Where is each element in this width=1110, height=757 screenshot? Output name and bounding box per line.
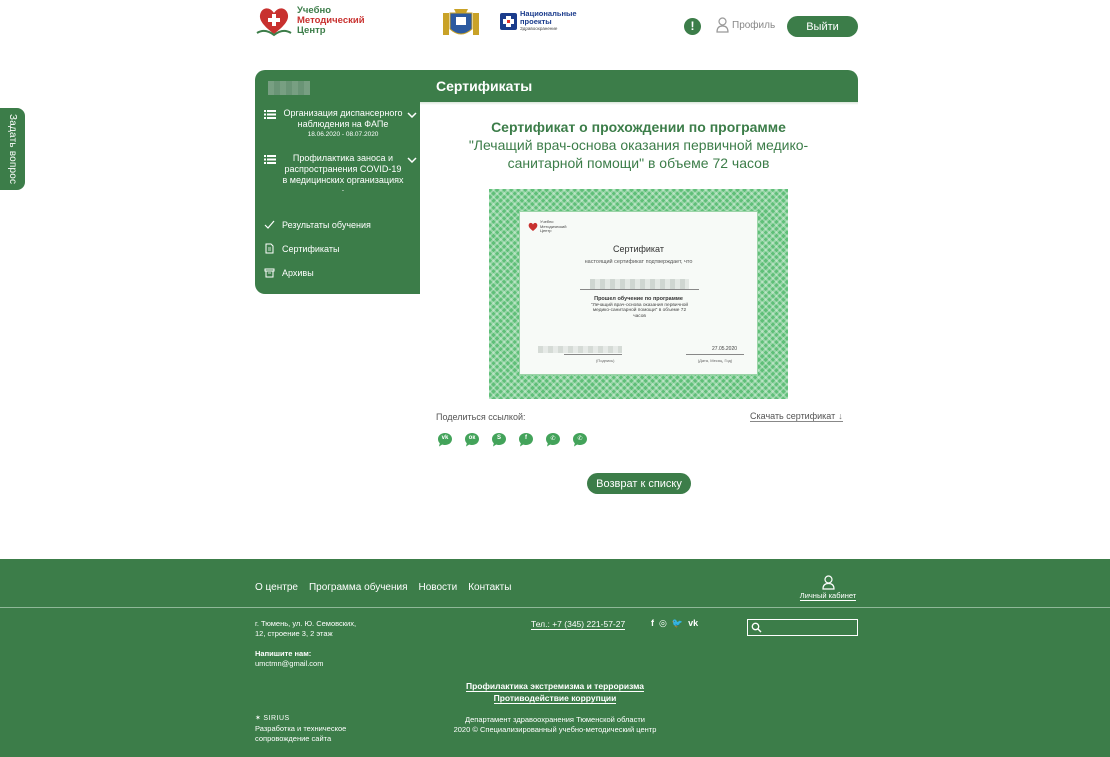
recipient-line (580, 289, 699, 290)
natproj-line1: Национальные (520, 9, 577, 18)
vk-share-icon[interactable]: vk (436, 432, 454, 448)
signature-line (564, 354, 622, 355)
viber-share-icon[interactable]: ✆ (571, 432, 589, 448)
anti-corruption-link[interactable]: Противодействие коррупции (493, 693, 617, 703)
blurred-recipient-name (590, 279, 689, 289)
certificate-body (519, 211, 758, 375)
heart-logo-icon (528, 222, 538, 232)
certificate-preview (489, 189, 788, 399)
sirius-line2: сопровождение сайта (255, 734, 332, 743)
instagram-icon[interactable]: ◎ (659, 618, 667, 628)
program-line1: "Лечащий врач-основа оказания первичной (590, 303, 689, 308)
personal-cabinet-link[interactable] (797, 575, 859, 600)
heading-line2: "Лечащий врач-основа оказания первичной медико- (468, 137, 809, 153)
course-title: Организация диспансерного наблюдения на ФАПе (283, 108, 403, 129)
logo-line3: Центр (297, 25, 326, 36)
sidebar-item-label: Архивы (282, 267, 314, 278)
national-projects-cross-icon (500, 13, 517, 30)
footer-divider (0, 607, 1110, 608)
footer-links (0, 680, 1110, 704)
checkmark-icon (264, 219, 275, 230)
site-footer (0, 559, 1110, 757)
region-emblem-icon (440, 7, 482, 39)
personal-cabinet-label: Личный кабинет (799, 591, 857, 600)
sidebar-item-certificates[interactable] (264, 243, 339, 254)
list-icon (264, 155, 276, 164)
search-icon (751, 622, 762, 633)
whatsapp-share-icon[interactable]: ✆ (544, 432, 562, 448)
share-label: Поделиться ссылкой: (436, 412, 526, 422)
footer-search-input[interactable] (747, 619, 858, 636)
panel-divider (420, 102, 858, 105)
certificate-subtitle: настоящий сертификат подтверждает, что (584, 259, 693, 265)
notification-alert-icon[interactable]: ! (684, 18, 701, 35)
social-links (651, 618, 698, 629)
site-logo[interactable] (255, 4, 365, 38)
blurred-signature (538, 346, 622, 353)
facebook-icon[interactable]: f (651, 618, 654, 628)
sidebar-course-dispensary[interactable] (264, 108, 420, 140)
document-icon (264, 243, 275, 254)
profile-link[interactable] (716, 17, 775, 33)
dept-line2: 2020 © Специализированный учебно-методический центр (453, 725, 657, 734)
course-sidebar (255, 102, 420, 294)
user-icon (716, 17, 729, 33)
certificate-date: 27.05.2020 (712, 346, 738, 352)
certificate-heading (436, 118, 841, 172)
address-line2: 12, строение 3, 2 этаж (255, 629, 333, 638)
panel-header (255, 70, 858, 102)
page-title: Сертификаты (436, 78, 533, 94)
footer-nav (255, 582, 511, 593)
footer-nav-news[interactable]: Новости (418, 582, 458, 593)
footer-nav-about[interactable]: О центре (255, 582, 298, 593)
sidebar-item-archives[interactable] (264, 267, 314, 278)
logo-line1: Учебно (297, 5, 331, 16)
blurred-user-name (268, 81, 310, 95)
chevron-down-icon[interactable] (407, 157, 417, 163)
ask-question-label: Задать вопрос (7, 113, 18, 185)
download-label: Скачать сертификат (750, 411, 836, 421)
vk-icon[interactable]: vk (688, 618, 699, 628)
extremism-prevention-link[interactable]: Профилактика экстремизма и терроризма (466, 681, 644, 691)
download-certificate-link[interactable] (750, 411, 843, 422)
skype-share-icon[interactable]: S (490, 432, 508, 448)
chevron-down-icon[interactable] (407, 112, 417, 118)
heading-line3: санитарной помощи" в объеме 72 часов (507, 155, 770, 171)
certificate-title: Сертификат (613, 244, 664, 254)
ok-share-icon[interactable]: ок (463, 432, 481, 448)
date-label: (Дата, Месяц, Год) (697, 358, 733, 363)
course-dates: 18.06.2020 - 08.07.2020 (307, 131, 379, 138)
natproj-line3: Здравоохранение (520, 26, 558, 31)
ask-question-tab[interactable] (0, 108, 25, 190)
sidebar-item-results[interactable] (264, 219, 371, 230)
sirius-brand: SIRIUS (263, 715, 290, 722)
sidebar-item-label: Результаты обучения (282, 219, 371, 230)
list-icon (264, 110, 276, 119)
download-arrow-icon: ↓ (838, 411, 843, 421)
footer-nav-contacts[interactable]: Контакты (468, 582, 512, 593)
cert-logo-line2: Методический (540, 223, 567, 229)
national-projects-logo[interactable] (500, 10, 577, 33)
write-us-label: Напишите нам: (255, 649, 312, 658)
logo-line2: Методический (297, 15, 365, 26)
address-line1: г. Тюмень, ул. Ю. Семовских, (255, 619, 357, 628)
heading-line1: Сертификат о прохождении по программе (491, 119, 786, 135)
natproj-line2: проекты (520, 16, 552, 26)
certificate-program (590, 303, 689, 319)
archive-box-icon (264, 267, 275, 278)
footer-copyright (0, 715, 1110, 735)
twitter-icon[interactable]: 🐦 (671, 618, 684, 628)
sidebar-item-label: Сертификаты (282, 243, 340, 254)
course-title: Профилактика заноса и распространения COVID-19 в медицинских организациях (282, 153, 404, 185)
footer-contact-email (255, 649, 323, 669)
email-link[interactable]: umctmn@gmail.com (255, 659, 324, 668)
facebook-share-icon[interactable]: f (517, 432, 535, 448)
certificate-passed: Прошел обучение по программе (594, 296, 683, 302)
course-dates: - (341, 187, 345, 194)
heart-logo-icon (255, 4, 293, 38)
share-icons-row (436, 432, 589, 448)
dept-line1: Департамент здравоохранения Тюменской области (465, 715, 645, 724)
program-line2: медико-санитарной помощи" в объеме 72 часов (592, 308, 687, 319)
sidebar-course-covid[interactable] (264, 153, 420, 196)
cert-logo-line1: Учебно (540, 219, 554, 224)
footer-nav-program[interactable]: Программа обучения (308, 582, 408, 593)
cert-logo-line3: Центр (540, 228, 552, 233)
sirius-star-icon: ✶ (255, 715, 262, 722)
date-line (686, 354, 744, 355)
back-to-list-button[interactable]: Возврат к списку (587, 473, 691, 494)
user-icon (822, 575, 835, 590)
certificate-logo (528, 220, 567, 234)
sirius-line1: Разработка и техническое (255, 724, 347, 733)
phone-link[interactable]: Тел.: +7 (345) 221-57-27 (531, 619, 626, 629)
logout-button[interactable]: Выйти (787, 16, 858, 37)
signature-label: (Подпись) (596, 358, 615, 363)
profile-label: Профиль (732, 19, 776, 31)
footer-address (255, 619, 356, 639)
